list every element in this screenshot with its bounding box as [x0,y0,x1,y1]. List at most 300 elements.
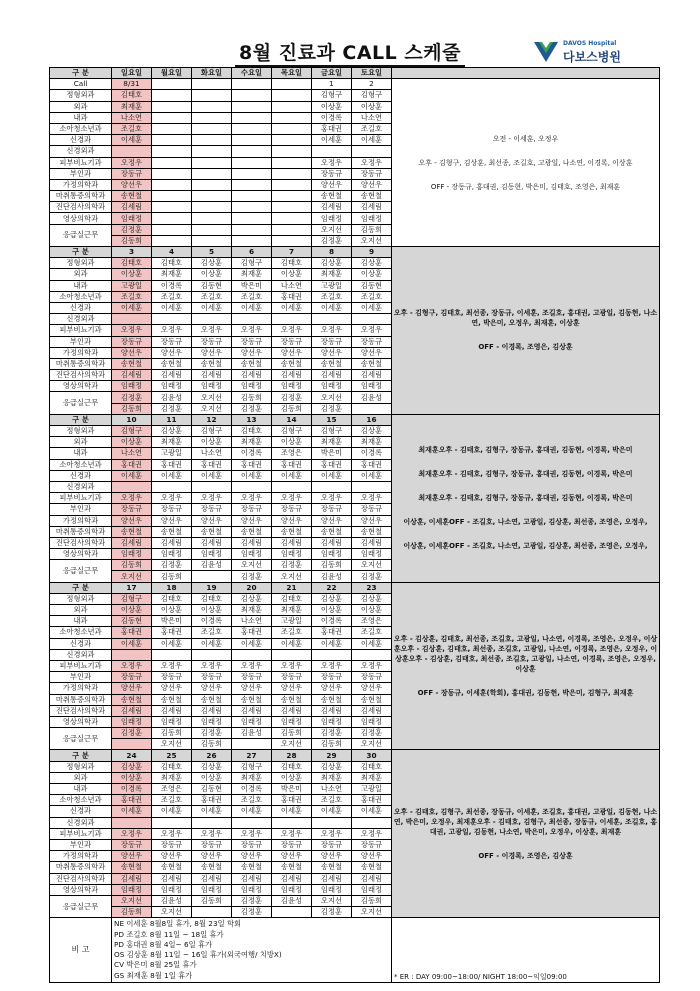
doctor-cell: 양선우 [152,347,192,358]
doctor-cell: 조길호 [192,627,232,638]
doctor-cell: 김세림 [352,202,392,213]
date-row [50,582,660,593]
dept-label: 영상의학과 [50,884,112,895]
dept-label: 신경외과 [50,481,112,492]
doctor-cell: 양선우 [272,515,312,526]
doctor-cell [152,314,192,325]
doctor-cell: 양선우 [352,179,392,190]
doctor-cell: 임래정 [152,884,192,895]
date-cell: 28 [272,750,312,761]
date-row [50,79,660,90]
schedule-note: 오후 - 김형구, 김상훈, 최선종, 조길호, 고광일, 나소연, 이경록, 이상훈 [418,158,633,167]
doctor-cell: 임래정 [352,381,392,392]
doctor-cell: 최재훈 [232,437,272,448]
doctor-cell: 송현철 [352,694,392,705]
doctor-cell: 최재훈 [352,772,392,783]
er-doctor-cell: 오지선 [312,224,352,235]
doctor-cell: 임래정 [152,716,192,727]
doctor-cell: 송현철 [272,526,312,537]
doctor-cell: 이경록 [312,616,352,627]
doctor-cell: 홍대권 [272,291,312,302]
dept-label: 피부비뇨기과 [50,660,112,671]
notes-cell [392,414,660,582]
doctor-cell: 홍대권 [112,459,152,470]
er-doctor-cell: 김윤성 [312,571,352,582]
date-cell: 16 [352,414,392,425]
doctor-cell: 김태호 [232,426,272,437]
doctor-cell: 김상훈 [312,593,352,604]
er-doctor-cell: 오지선 [152,739,192,750]
er-doctor-cell: 김윤성 [152,895,192,906]
doctor-cell: 조길호 [152,291,192,302]
er-doctor-cell: 오지선 [232,560,272,571]
dept-label: 내과 [50,448,112,459]
doctor-cell: 양선우 [112,851,152,862]
doctor-cell: 이세훈 [312,302,352,313]
doctor-cell: 양선우 [192,515,232,526]
doctor-cell: 양선우 [112,683,152,694]
er-doctor-cell: 김동희 [272,728,312,739]
doctor-cell: 오정우 [192,493,232,504]
doctor-cell: 홍대권 [312,627,352,638]
doctor-cell: 임래정 [232,716,272,727]
doctor-cell: 김태호 [272,761,312,772]
date-cell: 12 [192,414,232,425]
doctor-cell [352,817,392,828]
notes-cell [392,582,660,750]
schedule-note: OFF - 장동규, 이세훈(학회), 홍대권, 김동현, 박은미, 김형구, 최재훈 [417,689,634,698]
doctor-cell: 이세훈 [232,470,272,481]
doctor-cell: 홍대권 [152,459,192,470]
er-doctor-cell [272,235,312,246]
er-doctor-cell [192,235,232,246]
section-header: 구 분 [50,414,112,425]
dept-label: 부인과 [50,839,112,850]
schedule-note: 최재훈오후 - 김태호, 김형구, 장동규, 홍대권, 김동현, 이경록, 박은미 [418,470,633,479]
doctor-cell: 송현철 [312,191,352,202]
doctor-cell: 이상훈 [192,437,232,448]
doctor-cell: 오정우 [272,493,312,504]
doctor-cell: 조길호 [112,291,152,302]
section-header: 구 분 [50,750,112,761]
doctor-cell: 조길호 [192,291,232,302]
schedule-table [49,67,660,983]
date-cell [232,79,272,90]
doctor-cell: 김태호 [352,761,392,772]
doctor-cell: 임래정 [352,549,392,560]
er-doctor-cell: 김윤성 [152,392,192,403]
doctor-cell: 임래정 [272,381,312,392]
er-doctor-cell: 오지선 [192,392,232,403]
er-doctor-cell: 김정훈 [312,235,352,246]
remark-line: NE 이세훈 8월8일 휴가, 8월 23일 학회 [114,919,242,929]
dept-label: 소아청소년과 [50,123,112,134]
doctor-cell: 장동규 [192,672,232,683]
doctor-cell [192,202,232,213]
er-doctor-cell [232,235,272,246]
doctor-cell [232,90,272,101]
doctor-cell: 김세림 [112,705,152,716]
doctor-cell [272,168,312,179]
doctor-cell: 양선우 [232,347,272,358]
doctor-cell [112,314,152,325]
remark-line: OS 김상훈 8월 11일 ~ 16일 휴가(외국여행/ 치방X) [114,950,282,960]
doctor-cell [232,649,272,660]
doctor-cell: 오정우 [112,660,152,671]
dept-label: 소아청소년과 [50,627,112,638]
doctor-cell: 오정우 [352,157,392,168]
dept-label: 마취통증의학과 [50,191,112,202]
doctor-cell: 양선우 [312,851,352,862]
doctor-cell: 이세훈 [112,806,152,817]
doctor-cell: 홍대권 [192,795,232,806]
schedule-note: OFF - 이경록, 조영은, 김상훈 [478,343,573,352]
doctor-cell: 장동규 [312,839,352,850]
doctor-cell [272,817,312,828]
doctor-cell: 이세훈 [352,135,392,146]
dept-label: 진단검사의학과 [50,873,112,884]
er-doctor-cell: 김동희 [352,895,392,906]
doctor-cell: 장동규 [152,504,192,515]
doctor-cell: 양선우 [312,683,352,694]
doctor-cell: 임래정 [352,716,392,727]
doctor-cell: 오정우 [312,493,352,504]
section-header: 구 분 [50,247,112,258]
doctor-cell [152,191,192,202]
doctor-cell: 양선우 [232,515,272,526]
doctor-cell: 오정우 [352,828,392,839]
doctor-cell: 오정우 [232,828,272,839]
er-doctor-cell [112,739,152,750]
doctor-cell: 송현철 [272,358,312,369]
doctor-cell: 이세훈 [192,638,232,649]
doctor-cell: 이세훈 [312,135,352,146]
doctor-cell [152,157,192,168]
doctor-cell [192,314,232,325]
doctor-cell: 이상훈 [272,772,312,783]
doctor-cell [192,168,232,179]
dept-label: 정형외과 [50,426,112,437]
doctor-cell: 임래정 [312,716,352,727]
doctor-cell: 장동규 [232,672,272,683]
doctor-cell: 양선우 [232,851,272,862]
doctor-cell: 김형구 [232,258,272,269]
er-doctor-cell: 오지선 [312,895,352,906]
doctor-cell: 이상훈 [352,101,392,112]
doctor-cell: 최재훈 [232,772,272,783]
doctor-cell: 양선우 [192,683,232,694]
doctor-cell: 이세훈 [192,470,232,481]
doctor-cell: 김상훈 [192,761,232,772]
doctor-cell [352,649,392,660]
doctor-cell [192,135,232,146]
schedule-note: 이상훈, 이세훈OFF - 조길호, 나소연, 고광일, 김상훈, 최선종, 조영은, 오정우, [403,542,648,551]
doctor-cell: 최재훈 [232,269,272,280]
doctor-cell: 홍대권 [232,459,272,470]
doctor-cell: 김세림 [192,370,232,381]
doctor-cell: 김태호 [192,593,232,604]
doctor-cell: 김세림 [152,537,192,548]
notes-cell [392,750,660,918]
doctor-cell: 이세훈 [152,638,192,649]
doctor-cell: 양선우 [312,179,352,190]
doctor-cell: 이경록 [232,448,272,459]
doctor-cell: 이세훈 [272,638,312,649]
header-row [50,68,660,79]
date-cell: 8 [312,247,352,258]
doctor-cell: 조길호 [272,627,312,638]
doctor-cell: 오정우 [272,828,312,839]
doctor-cell: 김세림 [312,705,352,716]
doctor-cell: 이상훈 [312,101,352,112]
doctor-cell [192,213,232,224]
doctor-cell: 박은미 [312,448,352,459]
doctor-cell: 김세림 [192,537,232,548]
doctor-cell: 임래정 [112,381,152,392]
doctor-cell: 최재훈 [152,437,192,448]
doctor-cell: 송현철 [232,694,272,705]
doctor-cell: 조영은 [272,448,312,459]
er-doctor-cell [352,403,392,414]
dept-label: 신경과 [50,638,112,649]
doctor-cell: 양선우 [312,515,352,526]
doctor-cell: 최재훈 [272,605,312,616]
schedule-note: OFF - 장동규, 홍대권, 김동현, 박은미, 김태호, 조영은, 최재훈 [430,182,621,191]
doctor-cell: 장동규 [352,672,392,683]
doctor-cell [312,817,352,828]
doctor-cell: 양선우 [112,515,152,526]
doctor-cell: 장동규 [352,336,392,347]
doctor-cell [232,146,272,157]
doctor-cell: 김동현 [112,616,152,627]
doctor-cell: 임래정 [352,884,392,895]
dept-label: 영상의학과 [50,213,112,224]
doctor-cell: 오정우 [112,157,152,168]
dept-label: 영상의학과 [50,381,112,392]
doctor-cell: 김세림 [352,537,392,548]
doctor-cell: 김세림 [272,873,312,884]
er-doctor-cell: 김동희 [112,907,152,918]
doctor-cell: 장동규 [312,504,352,515]
remark-line: CV 박은미 8월 25일 휴가 [114,960,197,970]
dept-label: 피부비뇨기과 [50,325,112,336]
doctor-cell: 박은미 [232,280,272,291]
doctor-cell: 송현철 [312,526,352,537]
date-cell: 3 [112,247,152,258]
doctor-cell: 양선우 [352,515,392,526]
doctor-cell [272,112,312,123]
doctor-cell: 이세훈 [152,806,192,817]
doctor-cell: 나소연 [272,280,312,291]
doctor-cell: 임래정 [232,884,272,895]
date-cell [192,79,232,90]
er-doctor-cell: 오지선 [192,403,232,414]
day-header: 화요일 [192,68,232,79]
doctor-cell: 홍대권 [352,795,392,806]
dept-label: 마취통증의학과 [50,694,112,705]
er-doctor-cell [232,739,272,750]
date-cell [152,79,192,90]
doctor-cell [112,146,152,157]
doctor-cell: 이세훈 [112,638,152,649]
dept-label: 영상의학과 [50,716,112,727]
dept-label: 소아청소년과 [50,459,112,470]
doctor-cell: 이세훈 [352,638,392,649]
doctor-cell [192,101,232,112]
doctor-cell: 이경록 [112,784,152,795]
doctor-cell: 장동규 [352,504,392,515]
doctor-cell: 오정우 [152,325,192,336]
er-doctor-cell: 김윤성 [192,560,232,571]
doctor-cell: 최재훈 [312,437,352,448]
doctor-cell: 이세훈 [272,302,312,313]
doctor-cell: 임래정 [192,549,232,560]
day-header: 금요일 [312,68,352,79]
er-doctor-cell: 김정훈 [192,728,232,739]
doctor-cell: 조길호 [232,795,272,806]
er-doctor-cell: 오지선 [112,571,152,582]
doctor-cell: 송현철 [112,694,152,705]
doctor-cell [152,481,192,492]
doctor-cell: 김상훈 [112,761,152,772]
doctor-cell: 양선우 [272,347,312,358]
date-cell: 30 [352,750,392,761]
er-doctor-cell: 오지선 [352,560,392,571]
er-doctor-cell: 김정훈 [232,403,272,414]
doctor-cell: 임래정 [112,213,152,224]
doctor-cell [232,191,272,202]
doctor-cell: 김세림 [312,202,352,213]
doctor-cell [192,481,232,492]
dept-label: 외과 [50,605,112,616]
doctor-cell: 이세훈 [352,302,392,313]
doctor-cell: 이경록 [352,448,392,459]
doctor-cell: 고광일 [152,448,192,459]
doctor-cell: 송현철 [192,862,232,873]
date-row [50,414,660,425]
doctor-cell: 김상훈 [352,258,392,269]
doctor-cell [152,817,192,828]
date-cell: 1 [312,79,352,90]
date-cell: 26 [192,750,232,761]
doctor-cell: 이세훈 [192,302,232,313]
doctor-cell: 양선우 [152,683,192,694]
doctor-cell: 송현철 [352,526,392,537]
date-cell [272,79,312,90]
dept-label: 진단검사의학과 [50,370,112,381]
doctor-cell: 김형구 [312,426,352,437]
doctor-cell: 조길호 [232,291,272,302]
doctor-cell: 송현철 [272,694,312,705]
doctor-cell: 송현철 [112,191,152,202]
er-doctor-cell: 오지선 [152,907,192,918]
doctor-cell: 장동규 [112,504,152,515]
date-cell: 18 [152,582,192,593]
dept-label: 신경과 [50,302,112,313]
er-doctor-cell: 김정훈 [152,403,192,414]
doctor-cell: 김동현 [352,280,392,291]
dept-label: 영상의학과 [50,549,112,560]
doctor-cell: 양선우 [192,851,232,862]
doctor-cell: 김상훈 [312,761,352,772]
doctor-cell: 이경록 [192,616,232,627]
doctor-cell: 오정우 [192,828,232,839]
doctor-cell: 이세훈 [352,470,392,481]
dept-label: 가정의학과 [50,515,112,526]
doctor-cell [192,191,232,202]
doctor-cell: 장동규 [312,672,352,683]
doctor-cell: 이경록 [232,784,272,795]
doctor-cell: 김상훈 [352,593,392,604]
doctor-cell [192,112,232,123]
doctor-cell [272,191,312,202]
doctor-cell [312,649,352,660]
er-doctor-cell: 김윤성 [352,392,392,403]
doctor-cell [272,123,312,134]
doctor-cell: 김세림 [232,873,272,884]
doctor-cell: 이세훈 [112,135,152,146]
doctor-cell: 송현철 [112,358,152,369]
er-doctor-cell: 김정훈 [352,571,392,582]
dept-label: 신경외과 [50,649,112,660]
doctor-cell: 장동규 [272,336,312,347]
doctor-cell: 송현철 [352,862,392,873]
doctor-cell: 양선우 [272,851,312,862]
doctor-cell [232,112,272,123]
er-doctor-cell: 김정훈 [312,728,352,739]
doctor-cell: 장동규 [152,336,192,347]
er-label: 응급실근무 [50,392,112,414]
doctor-cell: 송현철 [312,358,352,369]
doctor-cell [192,123,232,134]
dept-label: 소아청소년과 [50,291,112,302]
date-cell: 9 [352,247,392,258]
doctor-cell [232,314,272,325]
remarks-label: 비 고 [50,918,112,983]
date-cell: 21 [272,582,312,593]
date-cell: 13 [232,414,272,425]
schedule-note: 최재훈오후 - 김태호, 김형구, 장동규, 홍대권, 김동현, 이경록, 박은미 [418,494,633,503]
doctor-cell: 송현철 [152,358,192,369]
date-row [50,247,660,258]
section-header: 구 분 [50,68,112,79]
doctor-cell [192,146,232,157]
dept-label: 진단검사의학과 [50,705,112,716]
dept-label: 부인과 [50,168,112,179]
doctor-cell: 김상훈 [232,593,272,604]
doctor-cell: 장동규 [352,839,392,850]
doctor-cell [192,817,232,828]
doctor-cell: 임래정 [152,549,192,560]
notes-header [392,68,660,79]
doctor-cell: 최재훈 [112,101,152,112]
dept-label: 부인과 [50,336,112,347]
doctor-cell [352,481,392,492]
doctor-cell: 장동규 [192,839,232,850]
doctor-cell [232,481,272,492]
doctor-cell: 이세훈 [232,302,272,313]
doctor-cell: 김태호 [272,258,312,269]
doctor-cell [192,90,232,101]
doctor-cell: 오정우 [352,660,392,671]
schedule-note: 오후 - 김태호, 김형구, 최선종, 장동규, 이세훈, 조길호, 홍대권, 고광일, 김동현, 나소연, 박은미, 오정우, 최재훈오후 - 김태호, 김형구, 최선종, 장동규, 이세훈, 조길호, 홍대권, 고광일, 김동현, 나소연, 박은미, 오정우, 이상훈, 최재훈 [393,807,658,836]
remarks-cell [112,918,392,983]
doctor-cell: 임래정 [272,716,312,727]
dept-label: 외과 [50,772,112,783]
date-cell: 2 [352,79,392,90]
doctor-cell [192,649,232,660]
doctor-cell: 오정우 [112,325,152,336]
